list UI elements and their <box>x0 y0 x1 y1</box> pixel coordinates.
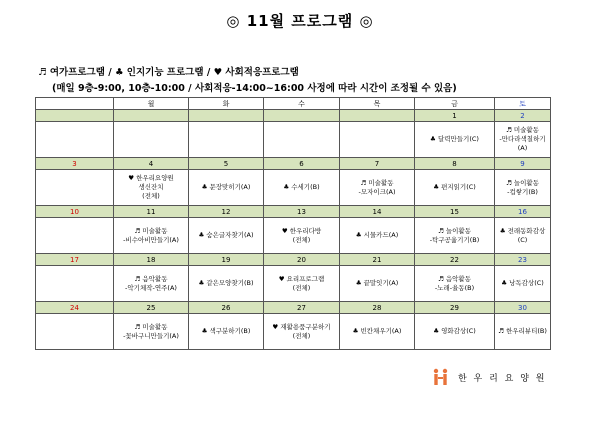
date-cell: 9 <box>495 158 551 170</box>
program-cell <box>264 170 340 206</box>
program-line: ♣ 색구분하기(B) <box>201 327 251 336</box>
program-line: ♣ 끝말잇기(A) <box>355 279 399 288</box>
date-row <box>36 254 551 266</box>
program-line: ♣ 숨은글자찾기(A) <box>198 231 254 240</box>
date-cell: 25 <box>114 302 189 314</box>
calendar-body <box>36 98 551 350</box>
date-cell: 14 <box>340 206 415 218</box>
program-line: ♥ 한우리요양원 <box>128 174 174 183</box>
program-line: ♥ 한우리다방 <box>281 226 322 235</box>
program-line: ♣ 낭독감상(C) <box>501 279 544 288</box>
program-cell <box>415 218 495 254</box>
program-line: 생신잔치 <box>138 183 164 192</box>
program-cell <box>36 170 114 206</box>
program-cell <box>340 218 415 254</box>
program-cell <box>114 218 189 254</box>
program-cell <box>415 314 495 350</box>
date-cell: 18 <box>114 254 189 266</box>
program-cell <box>36 266 114 302</box>
program-cell <box>114 266 189 302</box>
date-cell: 6 <box>264 158 340 170</box>
program-cell <box>264 266 340 302</box>
program-cell <box>340 122 415 158</box>
weekday-header-row <box>36 98 551 110</box>
program-line: ♬ 음악활동 <box>437 274 471 283</box>
date-cell: 7 <box>340 158 415 170</box>
weekday-header: 금 <box>415 98 495 110</box>
date-cell: 5 <box>189 158 264 170</box>
program-cell <box>264 122 340 158</box>
program-line: ♬ 한우리뷰티(B) <box>498 327 547 336</box>
calendar-table <box>35 97 551 350</box>
program-cell <box>264 314 340 350</box>
date-cell <box>340 110 415 122</box>
program-row <box>36 266 551 302</box>
program-cell <box>495 170 551 206</box>
date-cell: 1 <box>415 110 495 122</box>
program-line: -악기체작-연주(A) <box>125 283 177 292</box>
weekday-header: 수 <box>264 98 340 110</box>
program-cell <box>36 122 114 158</box>
date-cell: 4 <box>114 158 189 170</box>
program-line: ♬ 미술활동 <box>134 322 168 331</box>
date-row <box>36 302 551 314</box>
date-row <box>36 206 551 218</box>
weekday-header: 토 <box>495 98 551 110</box>
date-cell: 13 <box>264 206 340 218</box>
program-cell <box>189 218 264 254</box>
program-line: ♣ 시물카드(A) <box>355 231 399 240</box>
date-cell <box>264 110 340 122</box>
program-cell <box>415 170 495 206</box>
program-legend: ♬ 여가프로그램 / ♣ 인지기능 프로그램 / ♥ 사회적응프로그램 <box>38 67 299 78</box>
date-cell: 15 <box>415 206 495 218</box>
program-cell <box>340 266 415 302</box>
program-line: -꽃바구니만들기(A) <box>123 331 179 340</box>
program-cell <box>340 314 415 350</box>
weekday-header: 월 <box>114 98 189 110</box>
date-cell: 17 <box>36 254 114 266</box>
date-cell: 29 <box>415 302 495 314</box>
date-cell: 3 <box>36 158 114 170</box>
program-line: (전체) <box>292 283 311 292</box>
program-line: ♣ 달력만들기(C) <box>430 135 479 144</box>
org-name: 한 우 리 요 양 원 <box>458 373 547 384</box>
date-cell: 2 <box>495 110 551 122</box>
program-cell <box>36 218 114 254</box>
program-row <box>36 170 551 206</box>
program-line: ♣ 문장맞히기(A) <box>201 183 251 192</box>
program-line: ♣ 편지읽기(C) <box>433 183 476 192</box>
program-cell <box>495 266 551 302</box>
org-logo-icon <box>432 367 452 387</box>
program-cell <box>114 314 189 350</box>
program-line: ♬ 놀이활동 <box>505 178 539 187</box>
date-cell: 28 <box>340 302 415 314</box>
program-row <box>36 218 551 254</box>
program-line: ♬ 미술활동 <box>134 226 168 235</box>
program-cell <box>114 170 189 206</box>
date-cell: 8 <box>415 158 495 170</box>
program-line: ♣ 수세기(B) <box>283 183 320 192</box>
program-cell <box>189 314 264 350</box>
date-row <box>36 110 551 122</box>
program-cell <box>415 122 495 158</box>
weekday-header: 화 <box>189 98 264 110</box>
program-line: ♣ 같은모양찾기(B) <box>198 279 254 288</box>
program-line: -비수아비만들기(A) <box>123 235 179 244</box>
date-cell: 22 <box>415 254 495 266</box>
program-line: -만다라색칠하기(A) <box>499 135 546 152</box>
page-title: ◎ 11월 프로그램 ◎ <box>226 12 374 30</box>
program-line: -노래-율동(B) <box>434 283 475 292</box>
program-line: ♣ 영화감상(C) <box>433 327 476 336</box>
program-cell <box>114 122 189 158</box>
date-cell: 26 <box>189 302 264 314</box>
program-line: ♬ 놀이활동 <box>437 226 471 235</box>
program-line: ♬ 미술활동 <box>505 126 539 135</box>
program-line: -컵쌓기(B) <box>507 187 538 196</box>
program-cell <box>415 266 495 302</box>
date-cell: 24 <box>36 302 114 314</box>
program-line: (전체) <box>292 235 311 244</box>
program-row <box>36 122 551 158</box>
program-cell <box>36 314 114 350</box>
date-cell: 30 <box>495 302 551 314</box>
date-row <box>36 158 551 170</box>
program-line: ♬ 음악활동 <box>134 274 168 283</box>
date-cell: 19 <box>189 254 264 266</box>
weekday-header: 목 <box>340 98 415 110</box>
weekday-sun-header <box>36 98 114 110</box>
program-cell <box>189 266 264 302</box>
date-cell <box>189 110 264 122</box>
date-cell <box>36 110 114 122</box>
date-cell: 11 <box>114 206 189 218</box>
program-cell <box>340 170 415 206</box>
date-cell: 23 <box>495 254 551 266</box>
program-cell <box>495 122 551 158</box>
date-cell: 21 <box>340 254 415 266</box>
program-row <box>36 314 551 350</box>
date-cell: 27 <box>264 302 340 314</box>
program-cell <box>189 122 264 158</box>
date-cell: 16 <box>495 206 551 218</box>
program-line: -모자이크(A) <box>358 187 396 196</box>
date-cell: 20 <box>264 254 340 266</box>
program-line: ♥ 요리프로그램 <box>278 274 325 283</box>
program-cell <box>189 170 264 206</box>
date-cell: 10 <box>36 206 114 218</box>
program-line: (전체) <box>292 331 311 340</box>
date-cell: 12 <box>189 206 264 218</box>
program-line: ♣ 빈칸채우기(A) <box>352 327 402 336</box>
program-cell <box>495 218 551 254</box>
program-line: ♥ 재활용품구분하기 <box>272 322 331 331</box>
date-cell <box>114 110 189 122</box>
footer <box>432 367 546 387</box>
program-cell <box>495 314 551 350</box>
schedule-note: (매일 9층-9:00, 10층-10:00 / 사회적응-14:00~16:00 사정에 따라 시간이 조정될 수 있음) <box>52 83 457 94</box>
program-line: -탁구공옮기기(B) <box>429 235 480 244</box>
program-line: ♬ 미술활동 <box>360 178 394 187</box>
program-cell <box>264 218 340 254</box>
program-line: ♣ 전래동화감상(C) <box>499 226 546 244</box>
program-line: (전체) <box>142 191 160 200</box>
